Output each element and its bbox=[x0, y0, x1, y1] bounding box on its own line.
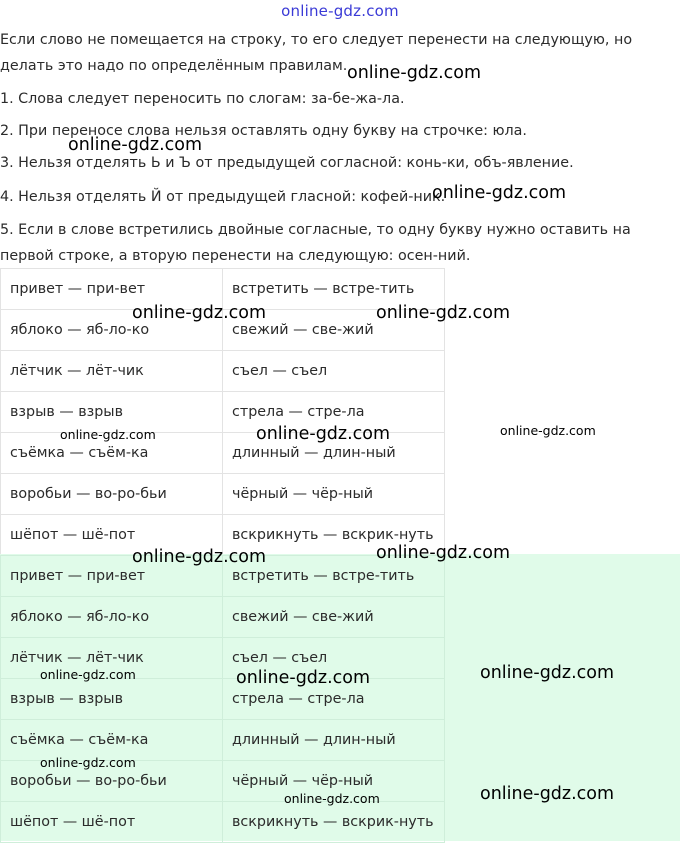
table-cell: стрела — стре-ла bbox=[223, 679, 445, 720]
rule-5-line-1: 5. Если в слове встретились двойные согласные, то одну букву нужно оставить на bbox=[0, 222, 631, 238]
table-cell: встретить — встре-тить bbox=[223, 269, 445, 310]
table-cell: встретить — встре-тить bbox=[223, 556, 445, 597]
table-cell: привет — при-вет bbox=[1, 556, 223, 597]
watermark: online-gdz.com bbox=[376, 543, 511, 563]
watermark: online-gdz.com bbox=[60, 427, 156, 442]
table-cell: лётчик — лёт-чик bbox=[1, 351, 223, 392]
table-cell: воробьи — во-ро-бьи bbox=[1, 474, 223, 515]
table-cell: съел — съел bbox=[223, 638, 445, 679]
watermark: online-gdz.com bbox=[480, 784, 615, 804]
rule-5 bbox=[0, 217, 631, 269]
table-cell: свежий — све-жий bbox=[223, 310, 445, 351]
watermark: online-gdz.com bbox=[68, 135, 203, 155]
table-cell: стрела — стре-ла bbox=[223, 392, 445, 433]
rule-1: 1. Слова следует переносить по слогам: за-бе-жа-ла. bbox=[0, 91, 405, 107]
table-cell: чёрный — чёр-ный bbox=[223, 474, 445, 515]
table-row bbox=[1, 679, 445, 720]
intro-line-1: Если слово не помещается на строку, то его следует перенести на следующую, но bbox=[0, 32, 633, 48]
table-cell: лётчик — лёт-чик bbox=[1, 638, 223, 679]
table-cell: привет — при-вет bbox=[1, 269, 223, 310]
watermark: online-gdz.com bbox=[40, 755, 136, 770]
watermark: online-gdz.com bbox=[376, 303, 511, 323]
table-cell: шёпот — шё-пот bbox=[1, 515, 223, 556]
table-row bbox=[1, 597, 445, 638]
rule-2: 2. При переносе слова нельзя оставлять одну букву на строчке: юла. bbox=[0, 123, 527, 139]
rule-5-line-2: первой строке, а вторую перенести на следующую: осен-ний. bbox=[0, 248, 471, 264]
table-cell: воробьи — во-ро-бьи bbox=[1, 761, 223, 802]
table-row bbox=[1, 351, 445, 392]
table-cell: чёрный — чёр-ный bbox=[223, 761, 445, 802]
watermark: online-gdz.com bbox=[40, 667, 136, 682]
table-cell: свежий — све-жий bbox=[223, 597, 445, 638]
table-cell: яблоко — яб-ло-ко bbox=[1, 310, 223, 351]
table-cell: вскрикнуть — вскрик-нуть bbox=[223, 515, 445, 556]
table-row bbox=[1, 802, 445, 843]
watermark: online-gdz.com bbox=[500, 423, 596, 438]
table-cell: съёмка — съём-ка bbox=[1, 433, 223, 474]
table-row bbox=[1, 474, 445, 515]
watermark: online-gdz.com bbox=[256, 424, 391, 444]
watermark: online-gdz.com bbox=[480, 663, 615, 683]
table-cell: съел — съел bbox=[223, 351, 445, 392]
watermark: online-gdz.com bbox=[347, 63, 482, 83]
rule-3: 3. Нельзя отделять Ь и Ъ от предыдущей согласной: конь-ки, объ-явление. bbox=[0, 155, 574, 171]
watermark: online-gdz.com bbox=[284, 791, 380, 806]
table-cell: шёпот — шё-пот bbox=[1, 802, 223, 843]
table-cell: взрыв — взрыв bbox=[1, 679, 223, 720]
table-cell: съёмка — съём-ка bbox=[1, 720, 223, 761]
table-cell: длинный — длин-ный bbox=[223, 433, 445, 474]
table-cell: взрыв — взрыв bbox=[1, 392, 223, 433]
table-cell: яблоко — яб-ло-ко bbox=[1, 597, 223, 638]
watermark: online-gdz.com bbox=[432, 183, 567, 203]
intro-line-2: делать это надо по определённым правилам. bbox=[0, 58, 348, 74]
table-cell: длинный — длин-ный bbox=[223, 720, 445, 761]
table-cell: вскрикнуть — вскрик-нуть bbox=[223, 802, 445, 843]
rule-4: 4. Нельзя отделять Й от предыдущей гласной: кофей-ник. bbox=[0, 189, 446, 205]
site-link[interactable]: online-gdz.com bbox=[281, 2, 399, 20]
watermark: online-gdz.com bbox=[132, 303, 267, 323]
watermark: online-gdz.com bbox=[132, 547, 267, 567]
watermark: online-gdz.com bbox=[236, 668, 371, 688]
intro-paragraph bbox=[0, 27, 632, 79]
